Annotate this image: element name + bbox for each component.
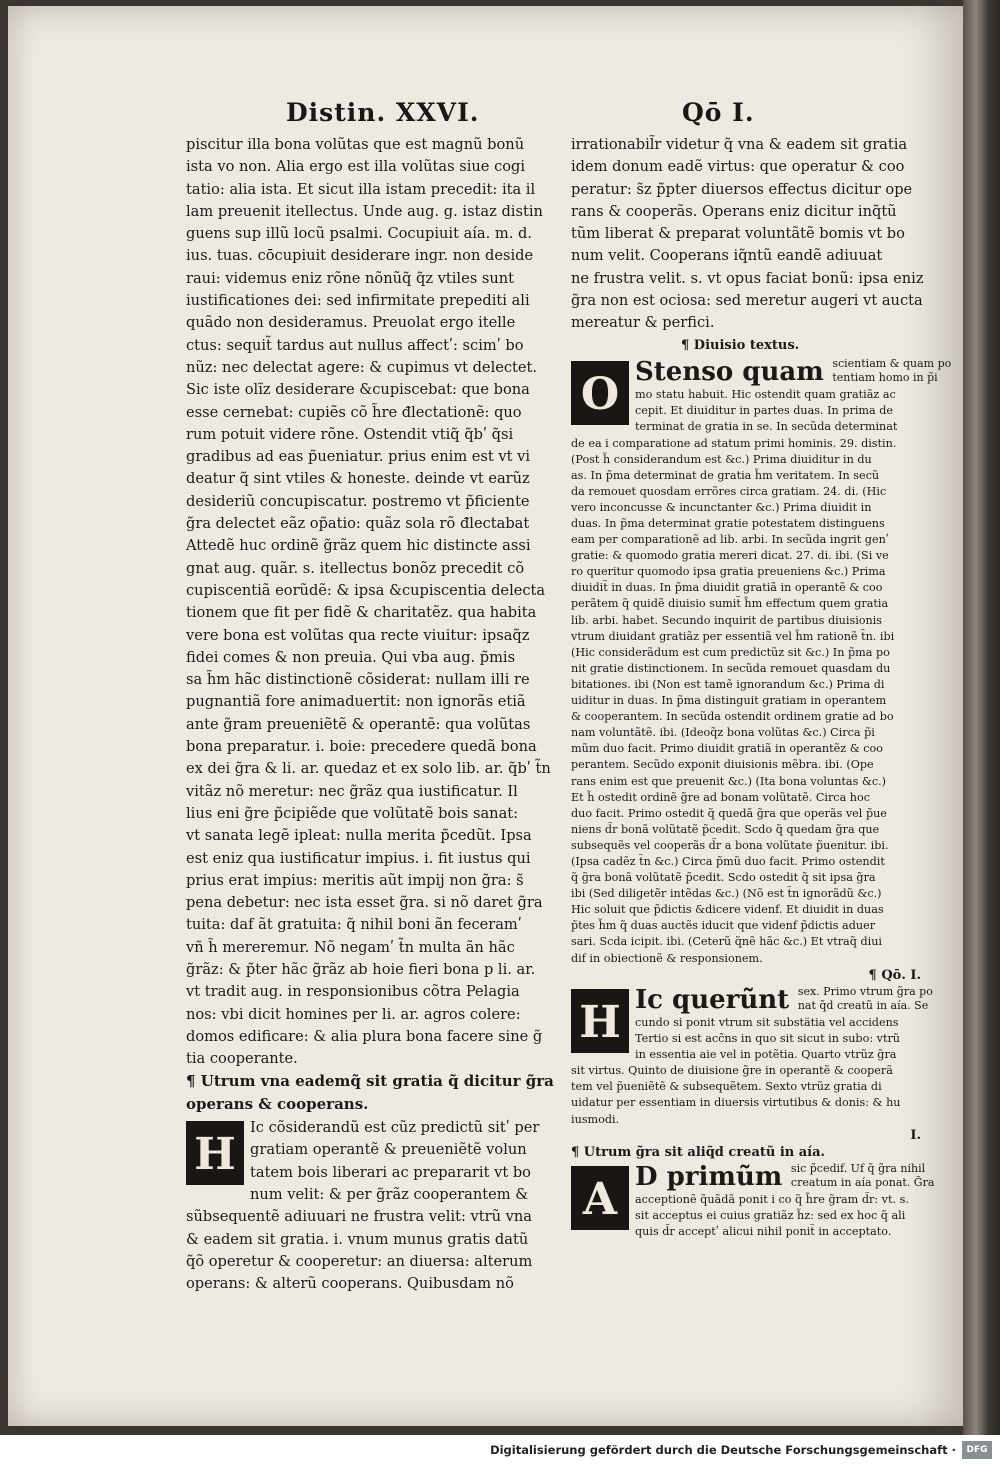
text-line: pugnantiã fore animaduertit: non ignorãs etiã [186, 693, 526, 711]
text-line: diuidit̃ in duas. In p̃ma diuidit gratiã in operantẽ & coo [571, 581, 883, 595]
text-line: perãtem q̃ quidẽ diuisio sumit̃ h̃m effectum quem gratia [571, 597, 889, 611]
text-line: ante g̃ram preueniẽtẽ & operantẽ: qua volũtas [186, 715, 531, 733]
opening-side-2b: nat q̃d creatũ in aía. Se [797, 998, 929, 1012]
opening-side-1a: scientiam & quam po [832, 356, 952, 370]
text-line: tuita: daf ãt gratuita: q̃ nihil boni ãn feceramʹ [186, 916, 522, 934]
text-line: ius. tuas. cōcupiuit desiderare ingr. non deside [186, 247, 534, 265]
text-line: tem vel p̃ueniẽtẽ & subsequẽtem. Sexto vtrũz gratia di [571, 1080, 882, 1094]
text-line: cepit. Et diuiditur in partes duas. In prima de [635, 404, 894, 418]
text-line: raui: videmus eniz rõne nõnũq̃ q̃z vtiles sunt [186, 269, 515, 287]
text-line: perantem. Secũdo exponit diuisionis mẽbra. ibi. (Ope [571, 758, 874, 772]
text-line: num velit. Cooperans iq̃ntũ eandẽ adiuuat [571, 247, 883, 265]
text-line: desideriũ concupiscatur. postremo vt p̃ficiente [186, 492, 530, 510]
text-line: mũm duo facit. Primo diuidit gratiã in operantẽz & coo [571, 742, 883, 756]
text-line: da remouet quosdam errõres circa gratiam. 24. di. (Hic [571, 484, 887, 498]
text-line: vt tradit aug. in responsionibus cõtra Pelagia [186, 983, 520, 1001]
text-line: sit virtus. Quinto de diuisione g̃re in operantẽ & cooperã [571, 1064, 893, 1078]
text-line: gnat aug. quãr. s. itellectus bonõz precedit cõ [186, 559, 525, 577]
text-line: iusmodi. [571, 1112, 620, 1126]
text-line: vitãz nõ meretur: nec g̃rãz qua iustificatur. Il [186, 782, 518, 800]
text-line: nam voluntãtẽ. ibi. (Ideoq̃z bona volũtas &c.) Circa p̃i [571, 726, 875, 740]
text-line: duas. In p̃ma determinat gratie potestatem distinguens [571, 517, 885, 531]
left-column [186, 134, 556, 1295]
text-line: domos edificare: & alia plura bona facere sine g̃ [186, 1027, 543, 1045]
opening-side-3a: sic p̃cedif. Uf q̃ g̃ra nihil [790, 1161, 926, 1175]
text-line: acceptionẽ q̃uãdã ponit i co q̃ h̃re g̃ram d̃r: vt. s. [635, 1192, 909, 1206]
text-line: uiditur in duas. In p̃ma distinguit gratiam in operantem [571, 694, 887, 708]
divisio-text [571, 387, 931, 966]
text-line: de ea i comparatione ad statum primi hominis. 29. distin. [571, 436, 897, 450]
text-line: Tertio si est acc̃ns in quo sit sicut in subo: vtrũ [635, 1032, 901, 1046]
text-line: nit gratie distinctionem. In secũda remouet quasdam du [571, 661, 891, 675]
text-line: rans enim est que preuenit &c.) (Ita bona voluntas &c.) [571, 774, 887, 788]
text-line: terminat de gratia in se. In secũda determinat [635, 420, 898, 434]
running-head [8, 98, 963, 138]
text-line: tatio: alia ista. Et sicut illa istam precedit: ita il [186, 180, 536, 198]
text-line: gratie: & quomodo gratia mereri dicat. 27. di. ibi. (Si ve [571, 549, 889, 563]
opening-side-2a: sex. Primo vtrum g̃ra po [797, 984, 933, 998]
text-line: as. In p̃ma determinat de gratia h̃m veritatem. In secũ [571, 468, 880, 482]
text-line: Et h̃ ostedit ordinẽ g̃re ad bonam volũtatẽ. Circa hoc [571, 790, 870, 804]
text-line: mereatur & perfici. [571, 314, 715, 332]
funding-credit: Digitalisierung gefördert durch die Deutsche Forschungsgemeinschaft · [490, 1443, 956, 1457]
dfg-logo: DFG [962, 1441, 992, 1459]
text-line: ctus: sequit̃ tardus aut nullus affectʹ: scimʹ bo [186, 336, 524, 354]
opening-side-1b: tentiam homo in p̃i [832, 370, 938, 384]
text-line: eam per comparationẽ ad lib. arbi. In secũda ingrit genʹ [571, 533, 889, 547]
text-line: gratiam operantẽ & preueniẽtẽ volun [250, 1141, 527, 1159]
opening-side-3b: creatum in aía ponat. G̃ra [790, 1175, 935, 1189]
text-line: lam preuenit itellectus. Unde aug. g. istaz distin [186, 202, 543, 220]
decorated-initial-h-2: H [571, 989, 629, 1053]
text-line: piscitur illa bona volũtas que est magnũ bonũ [186, 136, 525, 153]
text-line: mo statu habuit. Hic ostendit quam gratiãz ac [635, 388, 896, 402]
text-line: bitationes. ibi (Non est tamẽ ignorandum &c.) Prima di [571, 677, 885, 691]
divisio-heading: ¶ Diuisio textus. [681, 337, 800, 353]
text-line: rans & cooperãs. Operans eniz dicitur inq̃tũ [571, 202, 897, 220]
text-line: vt sanata legẽ ipleat: nulla merita p̃cedũt. Ipsa [186, 827, 532, 845]
book-page-edge [963, 0, 1000, 1435]
text-line: q̃õ operetur & cooperetur: an diuersa: alterum [186, 1252, 533, 1270]
running-head-left: Distin. XXVI. [286, 98, 480, 127]
text-line: uidatur per essentiam in diuersis virtutibus & donis: & hu [571, 1096, 901, 1110]
text-line: ¶ Utrum vna eademq̃ sit gratia q̃ dicitur g̃ra [186, 1072, 554, 1091]
text-line: operans & cooperans. [186, 1094, 369, 1113]
text-line: idem donum eadẽ virtus: que operatur & coo [571, 158, 905, 176]
question-marker: ¶ Qō. I. [868, 967, 921, 983]
text-line: fidei comes & non preuia. Qui vba aug. p̃mis [186, 648, 516, 666]
text-line: ro queritur quomodo ipsa gratia preueniens &c.) Prima [571, 565, 886, 579]
text-line: Attedẽ huc ordinẽ g̃rãz quem hic distincte assi [186, 537, 531, 555]
opening-words-2: Ic querũnt [635, 984, 790, 1015]
text-line: vero inconcusse & incunctanter &c.) Prima diuidit in [571, 500, 872, 514]
text-line: prius erat impius: meritis aũt impij non g̃ra: s̃ [186, 871, 524, 889]
text-line: esse cernebat: cupiẽs cõ h̃re đlectationẽ: quo [186, 403, 522, 421]
text-line: g̃rãz: & p̃ter hãc g̃rãz ab hoie fieri bona p li. ar. [186, 960, 536, 978]
text-line: cundo si ponit vtrum sit substätia vel accidens [635, 1015, 899, 1029]
text-line: in essentia aie vel in potẽtia. Quarto vtrũz g̃ra [635, 1048, 897, 1062]
text-line: p̃tes h̃m q̃ duas auctẽs iducit que videnf p̃dictis aduer [571, 919, 876, 933]
text-line: dif in obiectionẽ & responsionem. [571, 951, 763, 965]
question-2-heading: ¶ Utrum g̃ra sit aliq̃d creatũ in aía. [571, 1144, 826, 1160]
right-column [571, 134, 952, 1240]
text-line: ista vo non. Alia ergo est illa volũtas siue cogi [186, 158, 526, 176]
text-line: sũbsequentẽ adiuuari ne frustra velit: vtrũ vna [186, 1208, 532, 1226]
text-line: iustificationes dei: sed infirmitate prepediti ali [186, 292, 530, 310]
text-line: ne frustra velit. s. vt opus faciat bonũ: ipsa eniz [571, 269, 924, 287]
text-line: (Hic considerãdum est cum predictũz sit &c.) In p̃ma po [571, 645, 890, 659]
text-line: g̃ra non est ociosa: sed meretur augeri vt aucta [571, 292, 923, 310]
text-line: est eniz qua iustificatur impius. i. fit iustus qui [186, 849, 531, 867]
text-line: bona preparatur. i. boie: precedere quedã bona [186, 738, 537, 756]
decorated-initial-a: A [571, 1166, 629, 1230]
text-line: Sic iste olĩz desiderare &cupiscebat: que bona [186, 381, 530, 399]
text-line: irrationabil̃r videtur q̃ vna & eadem sit gratia [571, 136, 908, 153]
decorated-initial-o: O [571, 361, 629, 425]
text-line: ibi (Sed diligetẽr intẽdas &c.) (Nõ est t̃n ignorãdũ &c.) [571, 887, 882, 901]
text-line: g̃ra delectet eãz op̃atio: quãz sola rõ đlectabat [186, 515, 530, 533]
divisio-textus-block [571, 356, 952, 967]
text-line: peratur: s̃z p̃pter diuersos effectus dicitur ope [571, 180, 913, 198]
text-line: ex dei g̃ra & li. ar. quedaz et ex solo lib. ar. q̃bʹ t̃n [186, 760, 551, 778]
text-line: tionem que fit per fidẽ & charitatẽz. qua habita [186, 604, 537, 622]
text-line: vere bona est volũtas qua recte viuitur: ipsaq̃z [186, 626, 530, 644]
text-line: Ic cõsiderandũ est cũz predictũ sitʹ per [250, 1119, 540, 1137]
opening-words-1: Stenso quam [635, 356, 824, 387]
text-line: tatem bois liberari ac prepararit vt bo [250, 1163, 531, 1181]
opening-words-3: D primũm [635, 1161, 783, 1192]
text-line: quãdo non desideramus. Preuolat ergo itelle [186, 314, 516, 332]
text-line: lius eni g̃re p̃cipiẽde que volũtatẽ bois sanat: [186, 804, 519, 822]
text-line: niens d̃r bonã volũtatẽ p̃cedit. Scdo q̃ quedam g̃ra que [571, 822, 880, 836]
text-line: q̃ g̃ra bonã volũtatẽ p̃cedit. Scdo ostedit q̃ sit ipsa g̃ra [571, 871, 876, 885]
questions-block [571, 985, 931, 1128]
right-column-top [571, 134, 931, 335]
text-line: (Post h̃ considerandum est &c.) Prima diuiditur in du [571, 452, 872, 466]
text-line: operans: & alterũ cooperans. Quibusdam nõ [186, 1275, 514, 1293]
text-line: guens sup illũ locũ psalmi. Cocupiuit aía. m. d. [186, 225, 533, 243]
text-line: Hic soluit que p̃dictis &dicere videnf. Et diuidit in duas [571, 903, 884, 917]
text-line: tia cooperante. [186, 1050, 298, 1068]
text-line: deatur q̃ sint vtiles & honeste. deinde vt earũz [186, 470, 530, 488]
marker-i: I. [910, 1127, 921, 1143]
text-line: quis d̃r acceptʹ alicui nihil ponit̃ in acceptato. [635, 1225, 892, 1239]
initial-paragraph-left [186, 1117, 556, 1295]
text-line: cupiscentiã eorũdẽ: & ipsa &cupiscentia delecta [186, 581, 546, 599]
text-line: num velit: & per g̃rãz cooperantem & [250, 1185, 529, 1203]
text-line: & cooperantem. In secũda ostendit ordinem gratie ad bo [571, 710, 894, 724]
text-line: duo facit. Primo ostedit q̃ quedã g̃ra que operãs vel p̃ue [571, 806, 887, 820]
text-line: sari. Scda icipit. ibi. (Ceterũ q̃nẽ hãc &c.) Et vtraq̃ diui [571, 935, 882, 949]
ad-primum-block [571, 1161, 935, 1241]
text-line: pena debetur: nec ista esset g̃ra. si nõ daret g̃ra [186, 894, 543, 912]
text-line: nũz: nec delectat agere: & cupimus vt delectet. [186, 358, 538, 376]
running-head-right: Qō I. [682, 98, 755, 127]
text-line: & eadem sit gratia. i. vnum munus gratis datũ [186, 1230, 529, 1248]
text-line: vtrum diuidant gratiãz per essentiã vel h̃m rationẽ t̃n. ibi [571, 629, 895, 643]
text-line: subsequẽs vel cooperãs d̃r a bona volũtate p̃uenitur. ibi. [571, 838, 889, 852]
text-line: gradibus ad eas p̃ueniatur. prius enim est vt vi [186, 448, 531, 466]
text-line: lib. arbi. habet. Secundo inquirit de partibus diuisionis [571, 613, 883, 627]
text-line: nos: vbi dicit homines per li. ar. agros colere: [186, 1005, 521, 1023]
footer-bar [0, 1435, 1000, 1467]
text-line: rum potuit videre rõne. Ostendit vtiq̃ q̃bʹ q̃si [186, 425, 514, 443]
question-heading-left [186, 1070, 556, 1115]
book-page [8, 6, 963, 1426]
left-column-body [186, 134, 556, 1070]
text-line: sit acceptus ei cuius gratiãz h̃z: sed ex hoc q̃ ali [635, 1208, 906, 1222]
decorated-initial-h: H [186, 1121, 244, 1185]
text-line: vñ h̃ mereremur. Nõ negamʹ t̃n multa ãn hãc [186, 938, 515, 956]
text-line: sa h̃m hãc distinctionẽ cõsiderat: nullam illi re [186, 671, 530, 689]
text-line: (Ipsa cadẽz t̃n &c.) Circa p̃mũ duo facit. Primo ostendit [571, 854, 885, 868]
text-line: tũm liberat & preparat voluntãtẽ bomis vt bo [571, 225, 905, 243]
